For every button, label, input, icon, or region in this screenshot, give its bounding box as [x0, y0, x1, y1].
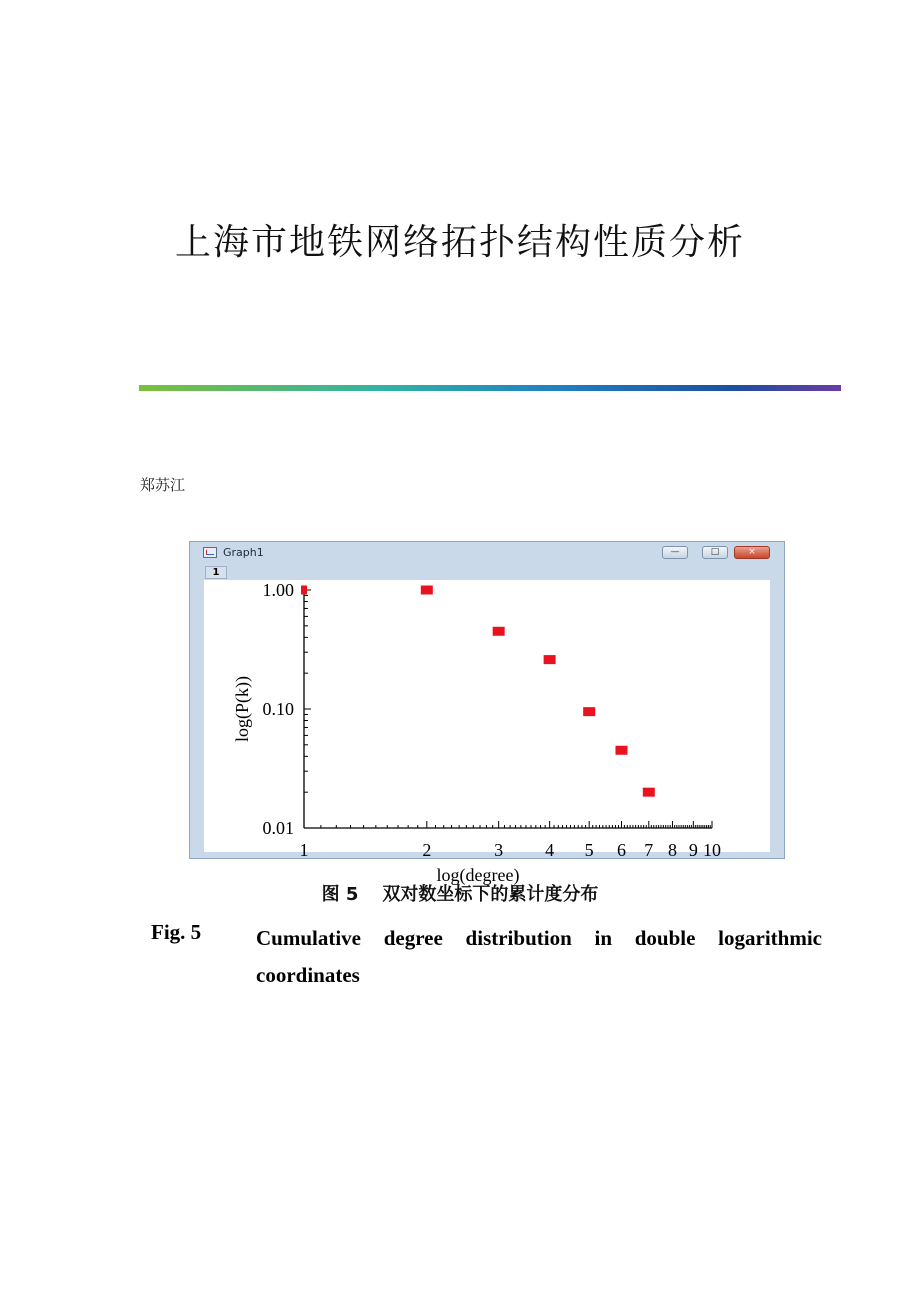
x-tick-label: 2	[422, 840, 432, 860]
data-point	[544, 655, 556, 664]
caption-zh-label: 图 5	[321, 884, 359, 905]
x-tick-label: 7	[644, 840, 654, 860]
data-point	[301, 586, 307, 595]
data-point	[643, 788, 655, 797]
close-button[interactable]: ×	[734, 546, 770, 559]
plot-area	[204, 580, 770, 885]
y-tick-label: 0.01	[262, 818, 294, 838]
y-tick-label: 1.00	[262, 580, 294, 600]
x-axis-label: log(degree)	[436, 865, 520, 885]
figure-caption-zh	[0, 880, 920, 906]
x-tick-label: 6	[616, 840, 626, 860]
document-title: 上海市地铁网络拓扑结构性质分析	[174, 222, 745, 263]
x-tick-label: 3	[494, 840, 504, 860]
window-titlebar[interactable]	[190, 542, 784, 564]
x-tick-label: 1	[299, 840, 309, 860]
x-tick-label: 10	[703, 840, 721, 860]
layer-badge[interactable]: 1	[205, 566, 227, 579]
caption-zh-text: 双对数坐标下的累计度分布	[382, 884, 599, 905]
minimize-button[interactable]: —	[662, 546, 688, 559]
data-point	[493, 627, 505, 636]
y-axis-label: log(P(k))	[232, 676, 252, 742]
data-point	[421, 586, 433, 595]
y-tick-label: 0.10	[262, 699, 294, 719]
gradient-divider	[139, 385, 841, 391]
data-point	[615, 746, 627, 755]
x-tick-label: 8	[667, 840, 677, 860]
maximize-button[interactable]: □	[702, 546, 728, 559]
x-tick-label: 4	[545, 840, 555, 860]
caption-en-text: Cumulative degree distribution in double logarithmic coordinates	[256, 926, 822, 987]
graph-window	[189, 541, 785, 885]
x-tick-label: 9	[688, 840, 698, 860]
chart-svg	[204, 580, 770, 885]
caption-en-label: Fig. 5	[151, 920, 202, 944]
x-tick-label: 5	[584, 840, 594, 860]
author-name: 郑苏江	[140, 476, 186, 494]
graph-app-icon	[203, 547, 217, 558]
data-point	[583, 707, 595, 716]
window-title: Graph1	[223, 546, 264, 559]
